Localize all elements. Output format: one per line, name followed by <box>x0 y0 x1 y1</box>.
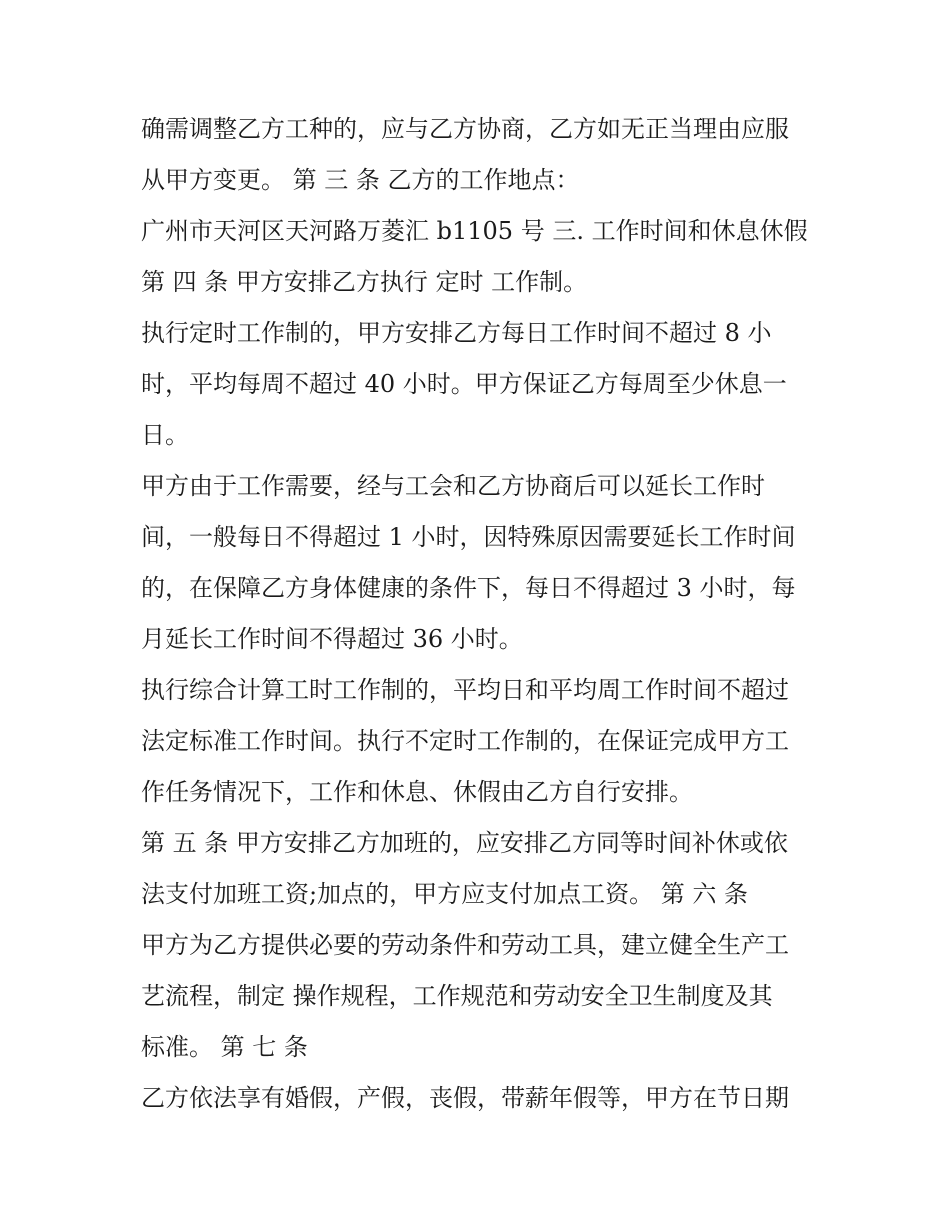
text-line: 法支付加班工资;加点的，甲方应支付加点工资。 第 六 条 <box>141 880 748 908</box>
text-line: 法定标准工作时间。执行不定时工作制的，在保证完成甲方工 <box>141 727 789 755</box>
text-line: 确需调整乙方工种的，应与乙方协商，乙方如无正当理由应服 <box>141 115 789 143</box>
text-line: 时，平均每周不超过 40 小时。甲方保证乙方每周至少休息一 <box>141 370 787 398</box>
text-line: 乙方依法享有婚假，产假，丧假，带薪年假等，甲方在节日期 <box>141 1084 789 1112</box>
text-line: 甲方为乙方提供必要的劳动条件和劳动工具，建立健全生产工 <box>141 931 789 959</box>
text-line: 从甲方变更。 第 三 条 乙方的工作地点： <box>141 166 580 194</box>
contract-text-body <box>141 104 831 1124</box>
text-line: 日。 <box>141 421 189 449</box>
text-line: 第 五 条 甲方安排乙方加班的，应安排乙方同等时间补休或依 <box>141 829 788 857</box>
text-line: 作任务情况下，工作和休息、休假由乙方自行安排。 <box>141 778 693 806</box>
text-line: 执行定时工作制的，甲方安排乙方每日工作时间不超过 8 小 <box>141 319 772 347</box>
text-line: 第 四 条 甲方安排乙方执行 定时 工作制。 <box>141 268 588 296</box>
text-line: 标准。 第 七 条 <box>141 1033 308 1061</box>
text-line: 月延长工作时间不得超过 36 小时。 <box>141 625 523 653</box>
text-line: 广州市天河区天河路万菱汇 b1105 号 三. 工作时间和休息休假 <box>141 217 808 245</box>
text-line: 艺流程，制定 操作规程，工作规范和劳动安全卫生制度及其 <box>141 982 773 1010</box>
text-line: 甲方由于工作需要，经与工会和乙方协商后可以延长工作时 <box>141 472 765 500</box>
text-line: 间，一般每日不得超过 1 小时，因特殊原因需要延长工作时间 <box>141 523 796 551</box>
text-line: 的，在保障乙方身体健康的条件下，每日不得超过 3 小时，每 <box>141 574 796 602</box>
text-line: 执行综合计算工时工作制的，平均日和平均周工作时间不超过 <box>141 676 789 704</box>
